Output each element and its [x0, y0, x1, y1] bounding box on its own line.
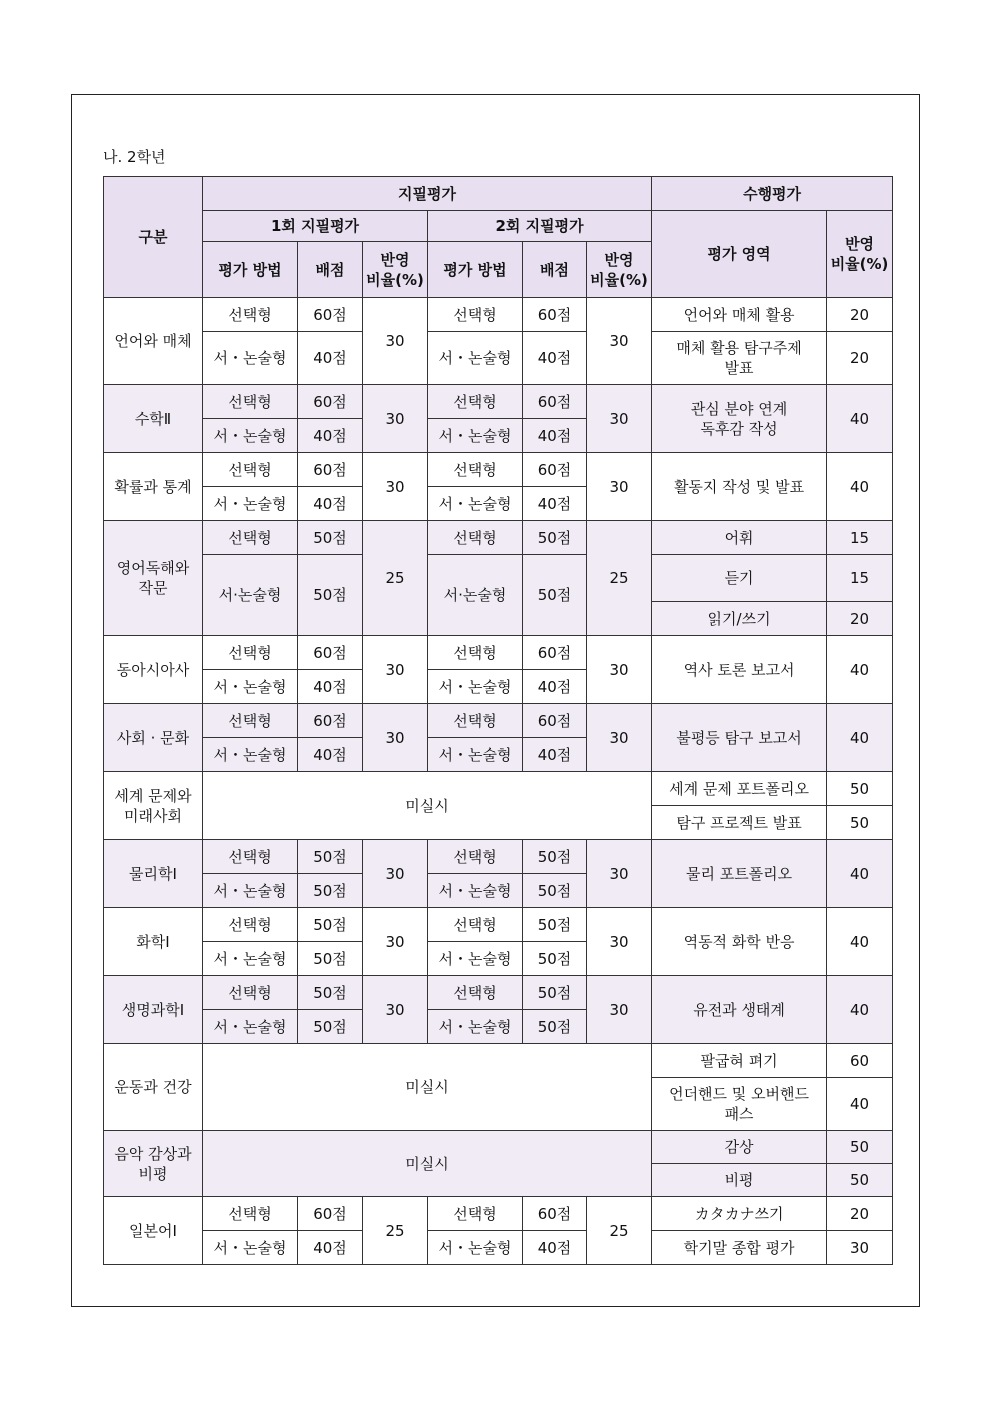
performance-area: 어휘 [652, 521, 827, 555]
table-row [104, 908, 893, 942]
not-conducted: 미실시 [203, 772, 652, 840]
subject-name: 언어와 매체 [104, 298, 203, 385]
eval-points: 50점 [298, 908, 363, 942]
eval-method: 선택형 [428, 908, 523, 942]
header-category: 구분 [104, 177, 203, 298]
performance-area: 읽기/쓰기 [652, 602, 827, 636]
eval-method: 선택형 [203, 976, 298, 1010]
header-points-1: 배점 [298, 242, 363, 298]
eval-points: 50점 [523, 555, 587, 636]
eval-ratio: 30 [363, 908, 428, 976]
eval-method: 서・논술형 [428, 738, 523, 772]
eval-method: 선택형 [428, 976, 523, 1010]
performance-ratio: 40 [827, 453, 893, 521]
table-row [104, 1197, 893, 1231]
eval-method: 선택형 [203, 385, 298, 419]
performance-area: 감상 [652, 1131, 827, 1164]
not-conducted: 미실시 [203, 1044, 652, 1131]
table-row [104, 385, 893, 419]
performance-ratio: 40 [827, 636, 893, 704]
eval-method: 서・논술형 [428, 670, 523, 704]
eval-points: 40점 [523, 419, 587, 453]
eval-method: 서·논술형 [428, 555, 523, 636]
eval-ratio: 30 [587, 976, 652, 1044]
eval-method: 서・논술형 [428, 1231, 523, 1265]
table-row [104, 521, 893, 555]
performance-ratio: 40 [827, 1078, 893, 1131]
performance-area: 물리 포트폴리오 [652, 840, 827, 908]
eval-points: 40점 [523, 487, 587, 521]
performance-ratio: 20 [827, 1197, 893, 1231]
performance-ratio: 30 [827, 1231, 893, 1265]
table-row [104, 976, 893, 1010]
performance-ratio: 40 [827, 908, 893, 976]
eval-points: 60점 [298, 1197, 363, 1231]
eval-points: 40점 [298, 670, 363, 704]
eval-points: 50점 [523, 874, 587, 908]
eval-ratio: 30 [363, 976, 428, 1044]
eval-points: 60점 [523, 1197, 587, 1231]
eval-method: 선택형 [203, 636, 298, 670]
subject-name: 동아시아사 [104, 636, 203, 704]
eval-points: 50점 [298, 874, 363, 908]
header-method-2: 평가 방법 [428, 242, 523, 298]
eval-method: 선택형 [428, 298, 523, 332]
eval-method: 선택형 [428, 636, 523, 670]
eval-method: 서・논술형 [203, 487, 298, 521]
eval-method: 선택형 [428, 385, 523, 419]
eval-points: 60점 [298, 298, 363, 332]
eval-ratio: 30 [587, 704, 652, 772]
table-row [104, 555, 893, 602]
performance-area: 팔굽혀 펴기 [652, 1044, 827, 1078]
header-performance-eval: 수행평가 [652, 177, 893, 211]
subject-name: 수학Ⅱ [104, 385, 203, 453]
subject-name: 운동과 건강 [104, 1044, 203, 1131]
eval-points: 50점 [298, 840, 363, 874]
performance-ratio: 15 [827, 521, 893, 555]
eval-points: 60점 [523, 385, 587, 419]
eval-method: 서・논술형 [203, 419, 298, 453]
performance-ratio: 60 [827, 1044, 893, 1078]
table-row [104, 453, 893, 487]
subject-name: 확률과 통계 [104, 453, 203, 521]
eval-ratio: 30 [587, 298, 652, 385]
eval-method: 서・논술형 [203, 874, 298, 908]
performance-area: 언더핸드 및 오버핸드 패스 [652, 1078, 827, 1131]
header-perf-ratio: 반영 비율(%) [827, 211, 893, 298]
header-first-exam: 1회 지필평가 [203, 211, 428, 242]
eval-method: 서・논술형 [203, 738, 298, 772]
eval-points: 40점 [298, 487, 363, 521]
eval-points: 60점 [523, 704, 587, 738]
eval-ratio: 30 [363, 636, 428, 704]
eval-points: 40점 [523, 670, 587, 704]
performance-ratio: 50 [827, 1131, 893, 1164]
eval-points: 60점 [298, 453, 363, 487]
eval-ratio: 30 [587, 636, 652, 704]
section-title: 나. 2학년 [103, 148, 166, 166]
performance-ratio: 40 [827, 704, 893, 772]
eval-ratio: 30 [587, 840, 652, 908]
header-ratio-2: 반영 비율(%) [587, 242, 652, 298]
performance-area: 세계 문제 포트폴리오 [652, 772, 827, 806]
subject-name: 일본어Ⅰ [104, 1197, 203, 1265]
performance-area: 관심 분야 연계 독후감 작성 [652, 385, 827, 453]
subject-name: 음악 감상과 비평 [104, 1131, 203, 1197]
performance-area: 학기말 종합 평가 [652, 1231, 827, 1265]
subject-name: 물리학Ⅰ [104, 840, 203, 908]
subject-name: 영어독해와 작문 [104, 521, 203, 636]
assessment-table [103, 176, 893, 1265]
performance-area: 역동적 화학 반응 [652, 908, 827, 976]
eval-ratio: 30 [363, 385, 428, 453]
performance-area: 듣기 [652, 555, 827, 602]
eval-points: 50점 [523, 840, 587, 874]
eval-points: 50점 [523, 908, 587, 942]
eval-points: 60점 [523, 298, 587, 332]
eval-ratio: 25 [363, 1197, 428, 1265]
eval-method: 선택형 [203, 908, 298, 942]
table-row [104, 772, 893, 806]
eval-points: 50점 [298, 942, 363, 976]
table-row [104, 704, 893, 738]
performance-area: カタカナ쓰기 [652, 1197, 827, 1231]
performance-ratio: 20 [827, 332, 893, 385]
header-method-1: 평가 방법 [203, 242, 298, 298]
eval-method: 서・논술형 [428, 1010, 523, 1044]
eval-method: 선택형 [203, 840, 298, 874]
eval-points: 60점 [298, 385, 363, 419]
eval-method: 선택형 [203, 453, 298, 487]
eval-method: 선택형 [428, 1197, 523, 1231]
eval-method: 서・논술형 [428, 332, 523, 385]
header-area: 평가 영역 [652, 211, 827, 298]
eval-method: 서・논술형 [203, 670, 298, 704]
performance-area: 유전과 생태계 [652, 976, 827, 1044]
eval-ratio: 30 [363, 453, 428, 521]
eval-method: 선택형 [203, 298, 298, 332]
eval-points: 40점 [523, 332, 587, 385]
eval-ratio: 30 [587, 453, 652, 521]
eval-method: 선택형 [203, 704, 298, 738]
eval-points: 50점 [523, 942, 587, 976]
eval-method: 서・논술형 [428, 487, 523, 521]
eval-method: 선택형 [428, 840, 523, 874]
eval-points: 50점 [298, 976, 363, 1010]
eval-ratio: 30 [587, 385, 652, 453]
eval-points: 40점 [298, 419, 363, 453]
header-written-eval: 지필평가 [203, 177, 652, 211]
performance-ratio: 20 [827, 298, 893, 332]
eval-ratio: 30 [363, 840, 428, 908]
eval-points: 50점 [523, 1010, 587, 1044]
eval-ratio: 25 [363, 521, 428, 636]
performance-area: 언어와 매체 활용 [652, 298, 827, 332]
eval-method: 선택형 [428, 453, 523, 487]
eval-ratio: 25 [587, 1197, 652, 1265]
eval-method: 선택형 [428, 521, 523, 555]
eval-method: 서・논술형 [428, 942, 523, 976]
eval-points: 40점 [298, 332, 363, 385]
header-points-2: 배점 [523, 242, 587, 298]
header-second-exam: 2회 지필평가 [428, 211, 652, 242]
performance-ratio: 20 [827, 602, 893, 636]
performance-area: 활동지 작성 및 발표 [652, 453, 827, 521]
performance-area: 불평등 탐구 보고서 [652, 704, 827, 772]
eval-method: 선택형 [203, 521, 298, 555]
performance-area: 탐구 프로젝트 발표 [652, 806, 827, 840]
subject-name: 세계 문제와 미래사회 [104, 772, 203, 840]
performance-ratio: 50 [827, 772, 893, 806]
eval-points: 50점 [298, 555, 363, 636]
eval-points: 50점 [298, 521, 363, 555]
eval-points: 50점 [523, 521, 587, 555]
performance-ratio: 40 [827, 840, 893, 908]
performance-area: 매체 활용 탐구주제 발표 [652, 332, 827, 385]
performance-ratio: 50 [827, 1164, 893, 1197]
table-row [104, 298, 893, 332]
eval-points: 60점 [298, 636, 363, 670]
eval-method: 서·논술형 [203, 555, 298, 636]
subject-name: 화학Ⅰ [104, 908, 203, 976]
eval-points: 40점 [298, 738, 363, 772]
subject-name: 사회 · 문화 [104, 704, 203, 772]
eval-method: 서・논술형 [203, 1231, 298, 1265]
eval-ratio: 30 [363, 704, 428, 772]
performance-area: 역사 토론 보고서 [652, 636, 827, 704]
eval-ratio: 25 [587, 521, 652, 636]
eval-points: 60점 [523, 453, 587, 487]
performance-ratio: 50 [827, 806, 893, 840]
eval-method: 선택형 [428, 704, 523, 738]
not-conducted: 미실시 [203, 1131, 652, 1197]
table-row [104, 636, 893, 670]
eval-points: 60점 [523, 636, 587, 670]
eval-method: 서・논술형 [203, 1010, 298, 1044]
table-row [104, 1044, 893, 1078]
eval-method: 서・논술형 [428, 874, 523, 908]
eval-points: 40점 [523, 738, 587, 772]
eval-method: 선택형 [203, 1197, 298, 1231]
performance-ratio: 15 [827, 555, 893, 602]
eval-points: 40점 [523, 1231, 587, 1265]
eval-method: 서・논술형 [203, 332, 298, 385]
table-row [104, 332, 893, 385]
performance-area: 비평 [652, 1164, 827, 1197]
eval-ratio: 30 [587, 908, 652, 976]
performance-ratio: 40 [827, 385, 893, 453]
table-row [104, 840, 893, 874]
header-ratio-1: 반영 비율(%) [363, 242, 428, 298]
eval-points: 50점 [523, 976, 587, 1010]
eval-method: 서・논술형 [428, 419, 523, 453]
eval-ratio: 30 [363, 298, 428, 385]
subject-name: 생명과학Ⅰ [104, 976, 203, 1044]
table-row [104, 1131, 893, 1164]
eval-method: 서・논술형 [203, 942, 298, 976]
eval-points: 40점 [298, 1231, 363, 1265]
performance-ratio: 40 [827, 976, 893, 1044]
eval-points: 50점 [298, 1010, 363, 1044]
eval-points: 60점 [298, 704, 363, 738]
table-row [104, 1231, 893, 1265]
